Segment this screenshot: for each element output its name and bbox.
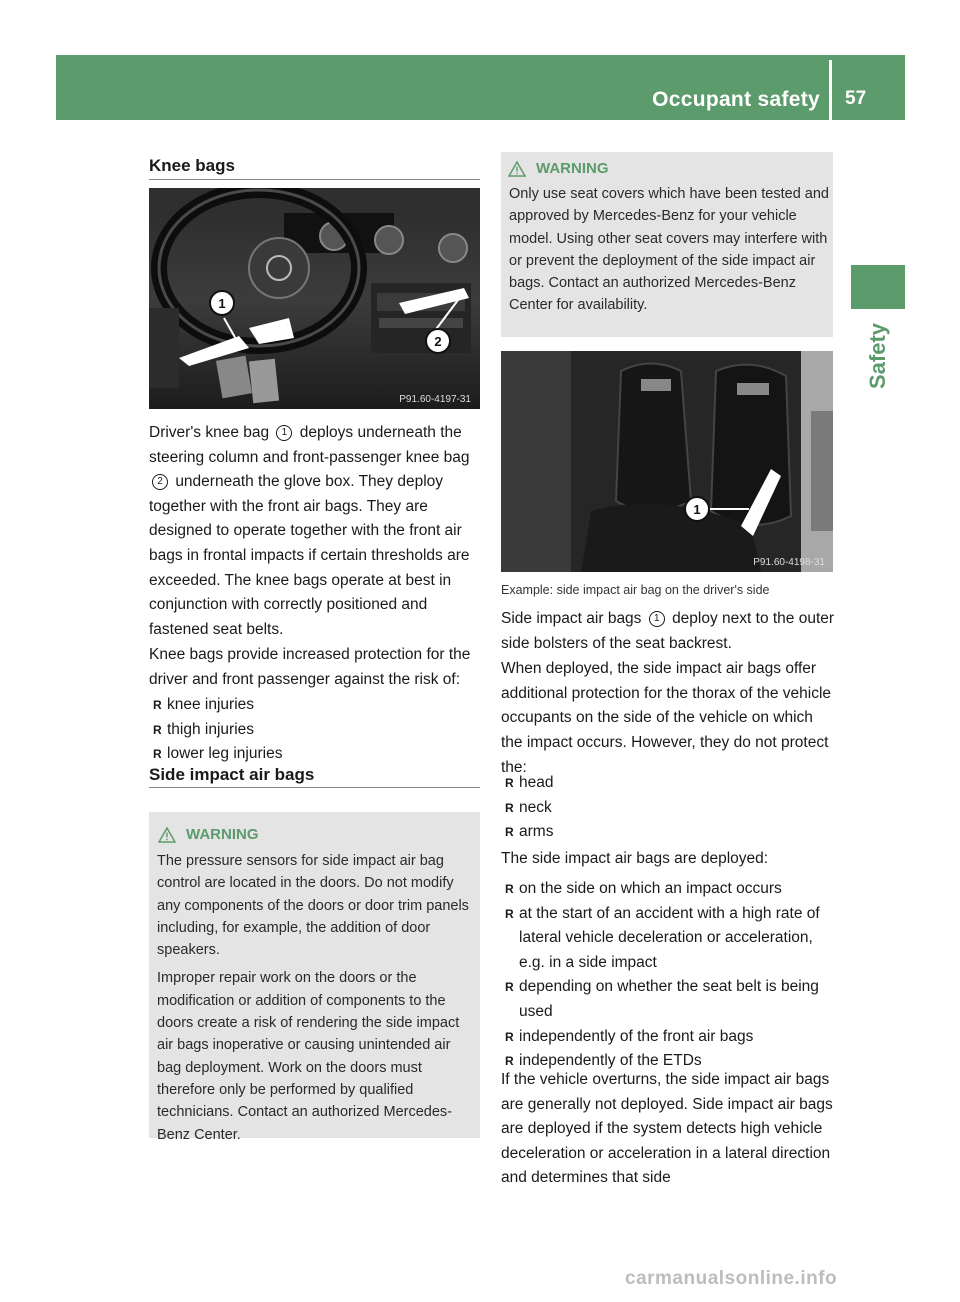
deployment-conditions-list [501, 877, 834, 1074]
list-item: R depending on whether the seat belt is being used [505, 978, 819, 1020]
list-item: R lower leg injuries [153, 745, 283, 763]
callout-2-ref: 2 [152, 474, 168, 490]
list-item: R knee injuries [153, 696, 255, 713]
warning-icon [158, 827, 176, 843]
side-impact-description: Side impact air bags 1 deploy next to the outer side bolsters of the seat backrest. When deployed, the side impact air bags offer additional protection for the thorax of the vehicle occupants on the side of the vehicle on which the impact occurs. However, they do not protect the: [501, 610, 835, 776]
heading-rule [149, 787, 480, 788]
list-item: R arms [505, 823, 554, 841]
warning-title: WARNING [508, 160, 609, 177]
list-item: R thigh injuries [153, 720, 255, 738]
list-item: R independently of the front air bags [505, 1027, 754, 1045]
knee-bags-description: Driver's knee bag 1 deploys underneath the steering column and front-passenger knee bag 2 underneath the glove box. They deploy together with the front air bags. They are designed to operate together with the front air bags in frontal impacts if certain thresholds are exceeded. The knee bags operate at best in conjunction with correctly positioned and fastened seat belts. Knee bags provide increased protection for the driver and front passenger against the risk of: [149, 424, 471, 688]
list-item: R at the start of an accident with a high rate of lateral vehicle deceleration or acceleration, e.g. in a side impact [505, 904, 820, 971]
list-item: R on the side on which an impact occurs [505, 880, 782, 897]
image-code: P91.60-4198-31 [753, 557, 825, 568]
knee-bags-risk-list [149, 693, 479, 767]
header-divider [829, 60, 832, 120]
callout-1-ref: 1 [276, 425, 292, 441]
watermark: carmanualsonline.info [625, 1268, 838, 1289]
callout-1-ref: 1 [649, 611, 665, 627]
image-caption: Example: side impact air bag on the driver's side [501, 583, 770, 597]
heading-rule [149, 179, 480, 180]
unprotected-list [501, 771, 834, 845]
page-number: 57 [845, 88, 867, 109]
chapter-tab [851, 265, 905, 309]
warning-icon [508, 161, 526, 177]
list-item: R independently of the ETDs [505, 1052, 702, 1070]
image-code: P91.60-4197-31 [399, 394, 471, 405]
chapter-label: Safety [865, 322, 890, 390]
callout-1-marker: 1 [693, 502, 701, 517]
list-item: R head [505, 774, 554, 791]
dashboard-knee-bag-image [149, 188, 480, 409]
deployment-intro: The side impact air bags are deployed: [501, 850, 769, 867]
callout-1-marker: 1 [218, 296, 226, 311]
callout-2-marker: 2 [434, 334, 442, 349]
list-item: R neck [505, 798, 552, 816]
warning-title: WARNING [158, 826, 259, 843]
side-airbag-seat-image [501, 351, 833, 572]
overturn-paragraph: If the vehicle overturns, the side impact air bags are generally not deployed. Side impact air bags are deployed if the system detects high vehicle deceleration or acceleration in a lateral direction and determines that side [501, 1071, 833, 1187]
section-title: Occupant safety [652, 88, 820, 111]
warning-box-seat-covers: WARNING Only use seat covers which have been tested and approved by Mercedes-Benz for your vehicle model. Using other seat covers may interfere with or prevent the deployment of the side impact air bags. Contact an authorized Mercedes-Benz Center for availability. [501, 152, 833, 337]
side-impact-heading: Side impact air bags [149, 765, 315, 784]
warning-box-door-sensors: WARNING The pressure sensors for side impact air bag control are located in the doors. Do not modify any components of the doors or door trim panels including, for example, the addition of door speakers. Improper repair work on the doors or the modification or addition of components to the doors create a risk of rendering the side impact air bags inoperative or causing unintended air bag deployment. Work on the doors must therefore only be performed by qualified technicians. Contact an authorized Mercedes-Benz Center. [149, 812, 480, 1138]
knee-bags-heading: Knee bags [149, 156, 235, 175]
